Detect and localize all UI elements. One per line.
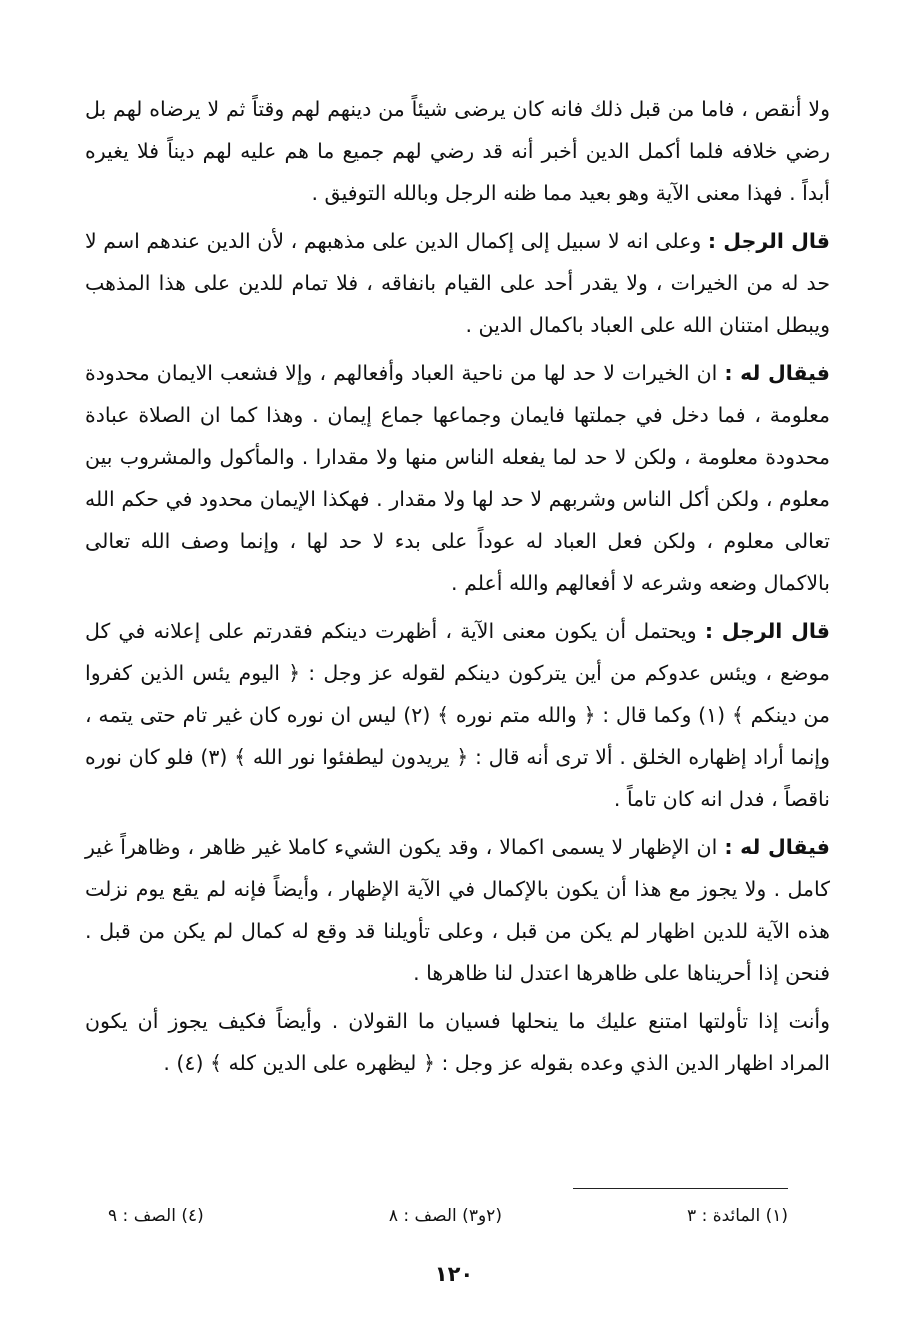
paragraph-text: ان الخيرات لا حد لها من ناحية العباد وأفعالهم ، وإلا فشعب الايمان محدودة معلومة ، فما دخل في جملتها فايمان وجماعها جماع إيمان . وهذا كما ان الصلاة عبادة محدودة معلومة ، ولكن لا حد لما يفعله الناس منها ولا مقدارا . والمأكول والمشروب بين معلوم ، ولكن أكل الناس وشربهم لا حد لها ولا مقدار . فهكذا الإيمان محدود في حكم الله تعالى معلوم ، ولكن فعل العباد له عوداً على بدء لا حد لها ، وإنما وصف الله تعالى بالاكمال وضعه وشرعه لا أفعالهم والله أعلم . <box>85 361 830 595</box>
speaker-label: فيقال له : <box>724 835 830 859</box>
footnote-divider <box>573 1188 788 1189</box>
footnote-2: (٢و٣) الصف : ٨ <box>388 1206 502 1226</box>
footnote-3: (٤) الصف : ٩ <box>108 1206 204 1226</box>
speaker-label: قال الرجل : <box>704 619 830 643</box>
paragraph-text: ولا أنقص ، فاما من قبل ذلك فانه كان يرضى شيئاً من دينهم لهم وقتاً ثم لا يرضاه لهم بل رضي خلافه فلما أكمل الدين أخبر أنه قد رضي لهم جميع ما هم عليه لهم ديناً فلا يغيره أبداً . فهذا معنى الآية وهو بعيد مما ظنه الرجل وبالله التوفيق . <box>85 97 830 205</box>
speaker-label: قال الرجل : <box>707 229 830 253</box>
paragraph-text: وعلى انه لا سبيل إلى إكمال الدين على مذهبهم ، لأن الدين عندهم اسم لا حد له من الخيرات ، ولا يقدر أحد على القيام بانفاقه ، فلا تمام للدين على هذا المذهب ويبطل امتنان الله على العباد باكمال الدين . <box>85 229 830 337</box>
speaker-label: فيقال له : <box>724 361 830 385</box>
page-number: ١٢٠ <box>434 1262 474 1286</box>
paragraph-text: وأنت إذا تأولتها امتنع عليك ما ينحلها فسيان ما القولان . وأيضاً فكيف يجوز أن يكون المراد اظهار الدين الذي وعده بقوله عز وجل : ﴿ ليظهره على الدين كله ﴾ (٤) . <box>85 1009 830 1075</box>
footnotes <box>108 1204 788 1228</box>
paragraph-6 <box>85 1000 830 1084</box>
paragraph-4 <box>85 610 830 820</box>
paragraph-1 <box>85 88 830 214</box>
paragraph-text: ان الإظهار لا يسمى اكمالا ، وقد يكون الشيء كاملا غير ظاهر ، وظاهراً غير كامل . ولا يجوز مع هذا أن يكون بالإكمال في الآية الإظهار ، وأيضاً فإنه لم يقع يوم نزلت هذه الآية للدين اظهار لم يكن من قبل ، وعلى تأويلنا قد وقع له كمال لم يكن من قبل . فنحن إذا أحريناها على ظاهرها اعتدل لنا ظاهرها . <box>85 835 830 985</box>
paragraph-3 <box>85 352 830 604</box>
paragraph-2 <box>85 220 830 346</box>
paragraph-5 <box>85 826 830 994</box>
footnote-1: (١) المائدة : ٣ <box>687 1206 788 1226</box>
paragraph-text: ويحتمل أن يكون معنى الآية ، أظهرت دينكم فقدرتم على إعلانه في كل موضع ، ويئس عدوكم من أين يتركون دينكم لقوله عز وجل : ﴿ اليوم يئس الذين كفروا من دينكم ﴾ (١) وكما قال : ﴿ والله متم نوره ﴾ (٢) ليس ان نوره كان غير تام حتى يتمه ، وإنما أراد إظهاره الخلق . ألا ترى أنه قال : ﴿ يريدون ليطفئوا نور الله ﴾ (٣) فلو كان نوره ناقصاً ، فدل انه كان تاماً . <box>85 619 830 811</box>
body-text <box>85 88 830 1090</box>
